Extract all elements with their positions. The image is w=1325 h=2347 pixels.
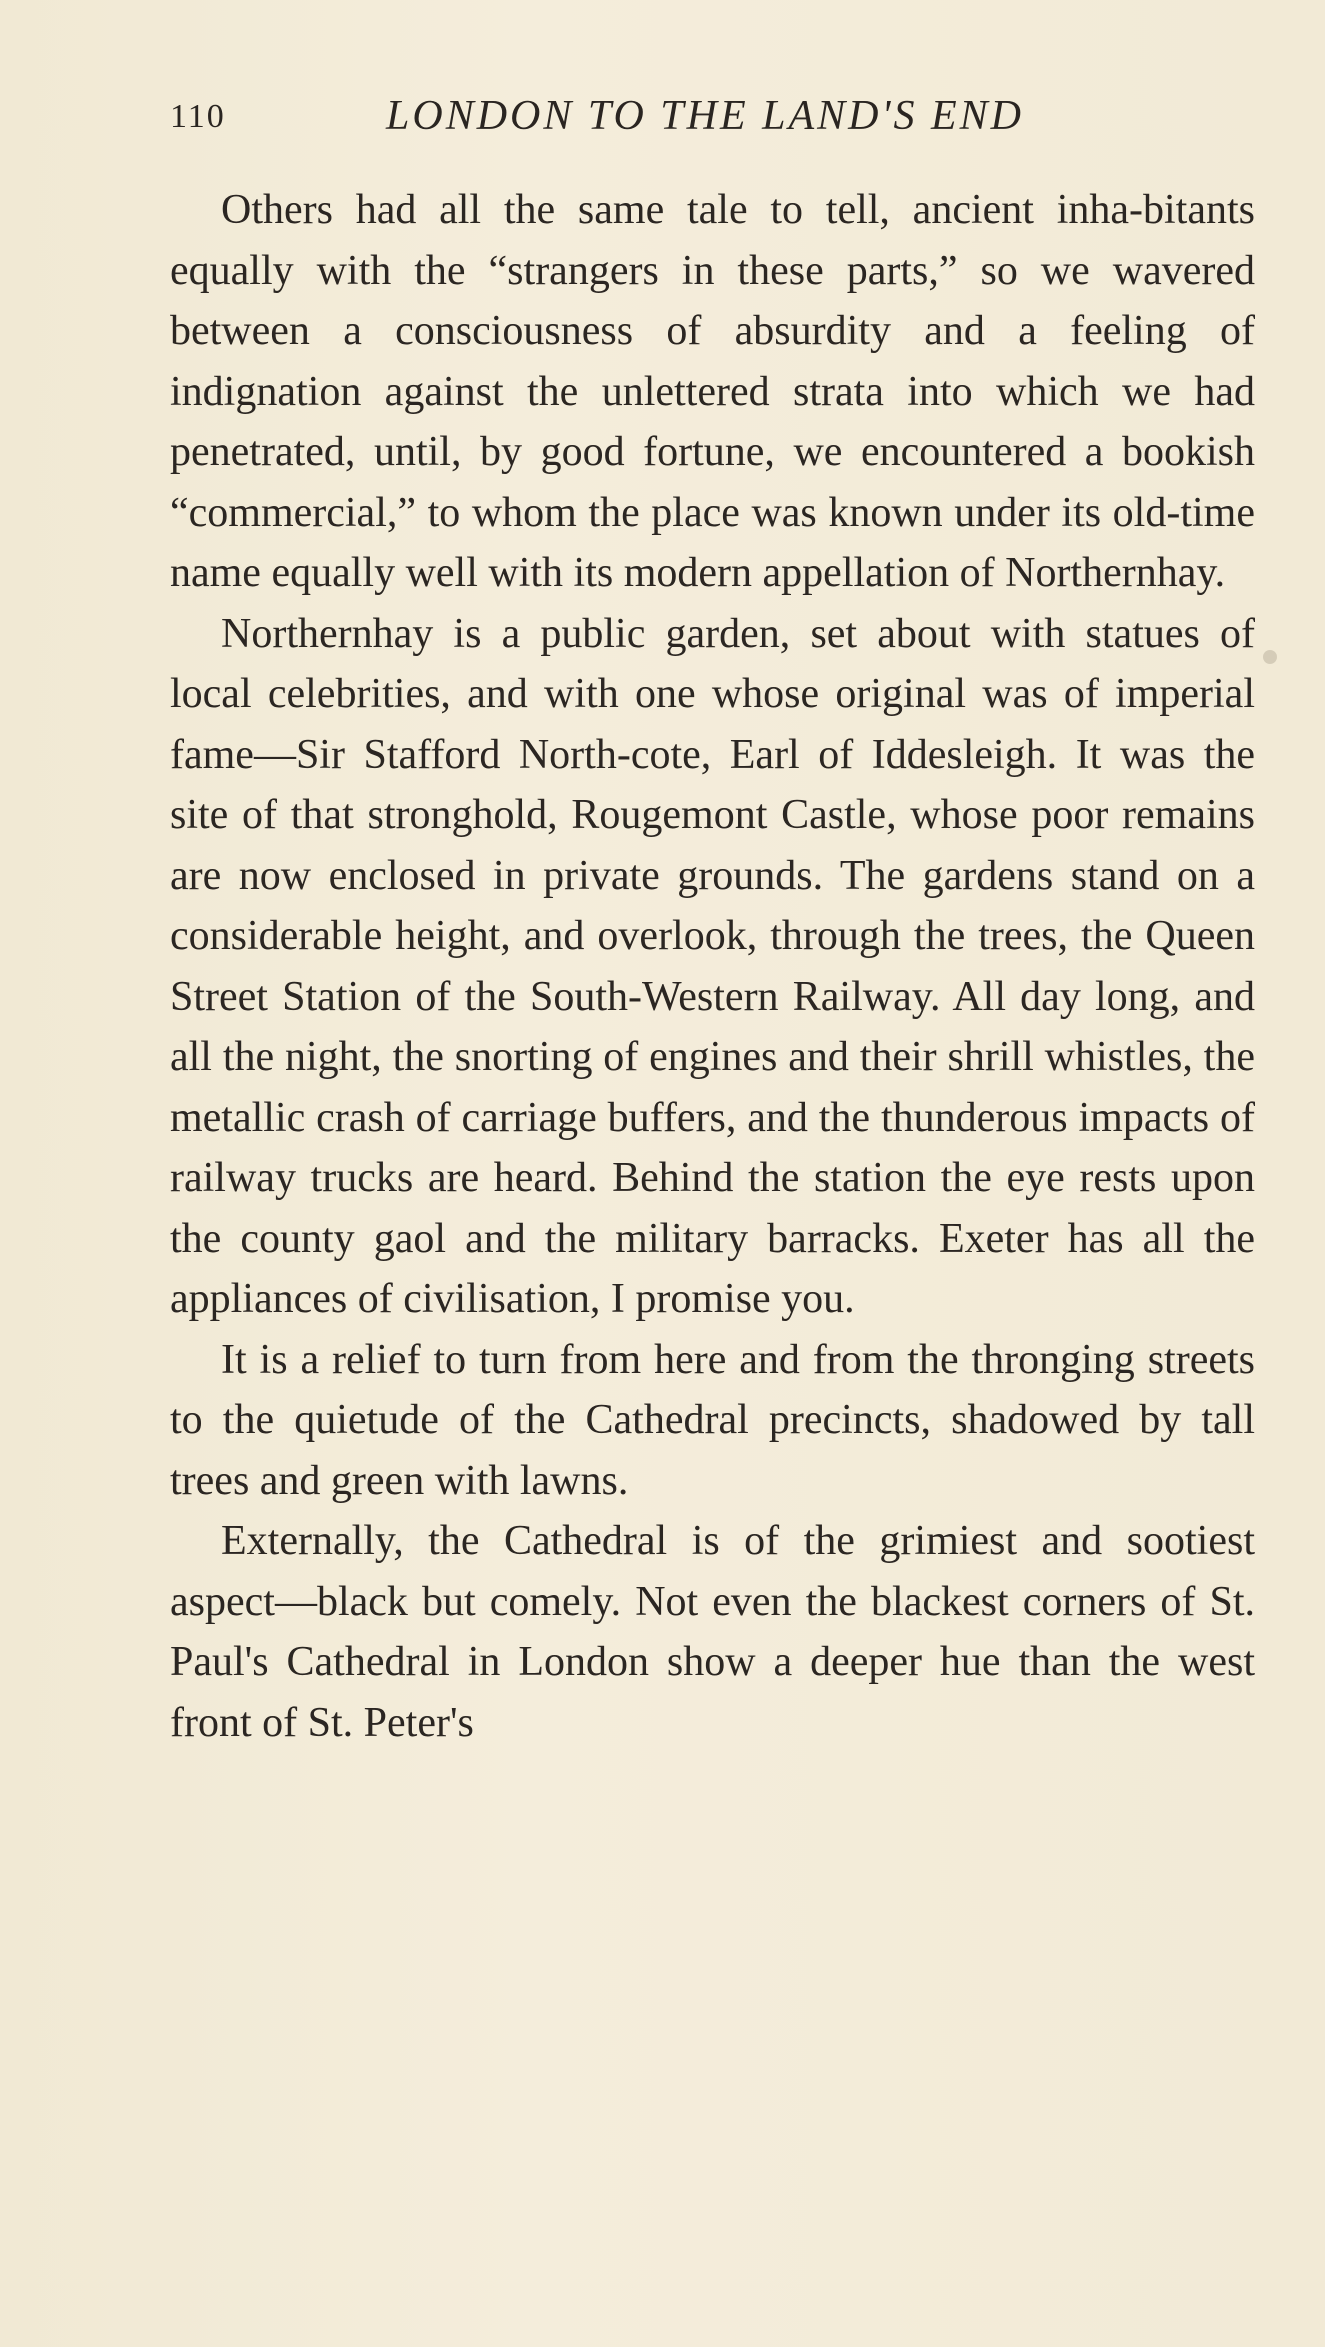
body-text: [170, 180, 1255, 1753]
paragraph: It is a relief to turn from here and from the thronging streets to the quietude of the Cathedral precincts, shadowed by tall trees and green with lawns.: [170, 1336, 1255, 1504]
paragraph: Externally, the Cathedral is of the grimiest and sootiest aspect—black but comely. Not even the blackest corners of St. Paul's Cathedral in London show a deeper hue than the west front of St. Peter's: [170, 1518, 1255, 1746]
paper-spot: [1263, 650, 1277, 664]
page-number: 110: [170, 98, 226, 135]
page-header: [170, 92, 1270, 152]
paragraph: Others had all the same tale to tell, ancient inha-bitants equally with the “strangers in these parts,” so we wavered between a consciousness of absurdity and a feeling of indignation against the unlettered strata into which we had penetrated, until, by good fortune, we encountered a bookish “commercial,” to whom the place was known under its old-time name equally well with its modern appellation of Northernhay.: [170, 187, 1255, 596]
paragraph: Northernhay is a public garden, set about with statues of local celebrities, and with one whose original was of imperial fame—Sir Stafford North-cote, Earl of Iddesleigh. It was the site of that stronghold, Rougemont Castle, whose poor remains are now enclosed in private grounds. The gardens stand on a considerable height, and overlook, through the trees, the Queen Street Station of the South-Western Railway. All day long, and all the night, the snorting of engines and their shrill whistles, the metallic crash of carriage buffers, and the thunderous impacts of railway trucks are heard. Behind the station the eye rests upon the county gaol and the military barracks. Exeter has all the appliances of civilisation, I promise you.: [170, 610, 1255, 1322]
running-title: LONDON TO THE LAND'S END: [386, 93, 1024, 139]
